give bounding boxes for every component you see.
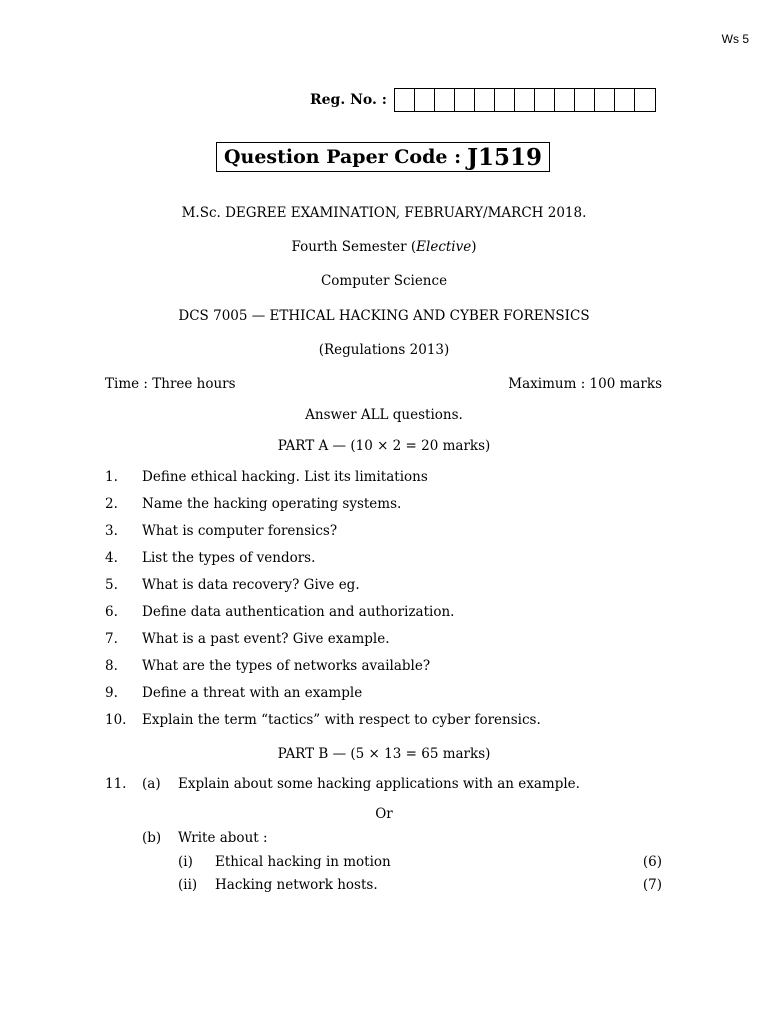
sub-question [178,854,391,870]
question-number: 5. [105,577,118,593]
question-item [105,685,362,701]
question-text: Explain the term “tactics” with respect to cyber forensics. [142,712,541,728]
question-number: 10. [105,712,127,728]
sub-question-text: Hacking network hosts. [215,877,378,893]
question-text: Explain about some hacking applications with an example. [178,776,580,792]
sub-question-marks: (6) [642,854,662,870]
question-item [105,631,390,647]
question-item [105,712,541,728]
question-paper-code: J1519 [467,143,543,171]
question-number: 2. [105,496,118,512]
exam-title: M.Sc. DEGREE EXAMINATION, FEBRUARY/MARCH 2018. [181,205,587,221]
question-item [105,523,337,539]
subject-line: Computer Science [320,273,448,289]
reg-number-label: Reg. No. : [310,92,387,108]
question-number: 11. [105,776,127,792]
reg-digit-box [395,89,415,111]
part-b-heading: PART B — (5 × 13 = 65 marks) [277,746,491,762]
semester-line: Fourth Semester (Elective) [291,239,477,255]
or-separator: Or [375,806,393,822]
reg-digit-box [575,89,595,111]
question-text: What is computer forensics? [142,523,338,539]
question-text: Define a threat with an example [142,685,363,701]
reg-digit-box [535,89,555,111]
sub-question [178,877,378,893]
question-text: What is a past event? Give example. [142,631,390,647]
question-item [105,496,401,512]
instruction-line: Answer ALL questions. [305,407,463,423]
question-number: 8. [105,658,118,674]
question-number: 1. [105,469,118,485]
semester-elective: Elective [416,239,472,255]
question-number: 4. [105,550,118,566]
question-number: 3. [105,523,118,539]
reg-digit-box [475,89,495,111]
time-label: Time : Three hours [105,376,236,392]
course-title: DCS 7005 — ETHICAL HACKING AND CYBER FORENSICS [178,308,590,324]
sub-question-label: (i) [178,854,193,870]
question-text: List the types of vendors. [142,550,316,566]
question-item [105,604,454,620]
page-corner-code: Ws 5 [721,32,749,46]
question-paper-code-box [216,142,550,172]
question-text: Name the hacking operating systems. [142,496,402,512]
reg-digit-box [555,89,575,111]
max-marks-label: Maximum : 100 marks [508,376,662,392]
question-number: 9. [105,685,118,701]
question-item [105,658,430,674]
question-11-a [105,776,580,792]
reg-digit-box [635,89,655,111]
option-label: (a) [142,776,161,792]
question-number: 6. [105,604,118,620]
option-label: (b) [142,830,162,846]
question-paper-code-label: Question Paper Code : [223,146,462,168]
reg-digit-box [615,89,635,111]
reg-digit-box [595,89,615,111]
sub-question-marks: (7) [642,877,662,893]
question-text: What is data recovery? Give eg. [142,577,360,593]
question-number: 7. [105,631,118,647]
time-marks-row [105,376,662,392]
question-11-b [142,830,268,846]
regulations-line: (Regulations 2013) [318,342,450,358]
reg-number-row [310,88,656,112]
question-item [105,469,428,485]
reg-digit-box [515,89,535,111]
question-text: Write about : [178,830,268,846]
reg-digit-box [455,89,475,111]
reg-digit-box [415,89,435,111]
reg-digit-box [435,89,455,111]
question-text: Define data authentication and authorization. [142,604,455,620]
question-item [105,550,315,566]
sub-question-text: Ethical hacking in motion [215,854,391,870]
question-item [105,577,360,593]
reg-digit-box [495,89,515,111]
sub-question-label: (ii) [178,877,198,893]
reg-number-boxes [394,88,656,112]
question-text: Define ethical hacking. List its limitations [142,469,428,485]
question-text: What are the types of networks available? [142,658,431,674]
part-a-heading: PART A — (10 × 2 = 20 marks) [277,438,491,454]
